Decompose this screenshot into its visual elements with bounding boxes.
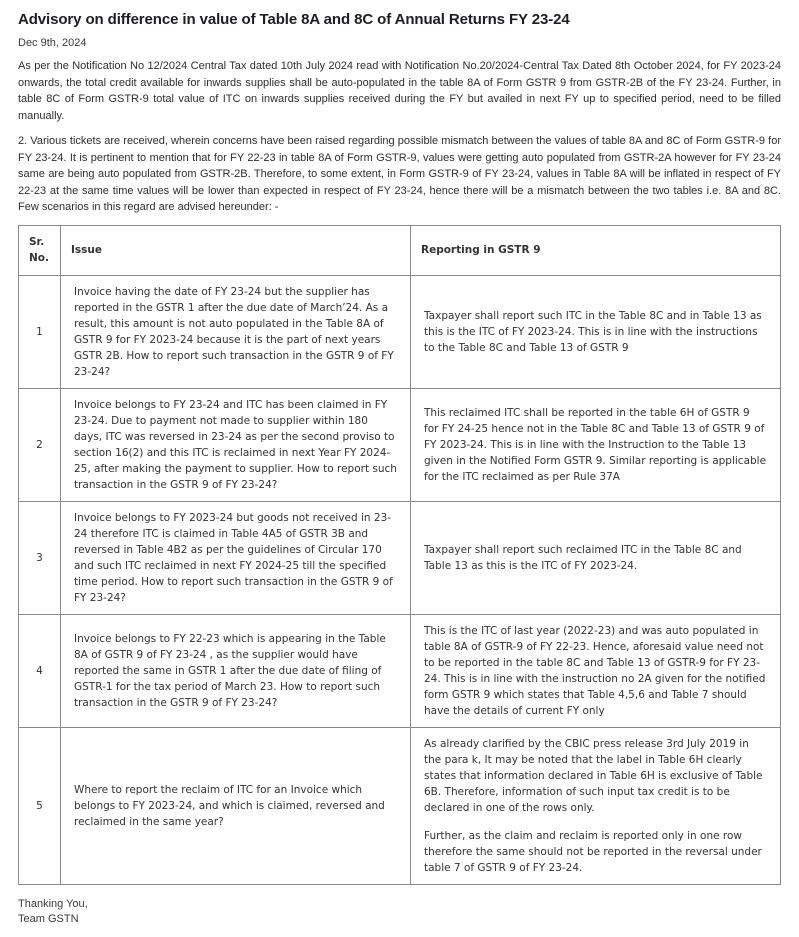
reporting-text: Taxpayer shall report such reclaimed ITC in the Table 8C and Table 13 as this is the ITC of FY 2023-24. — [424, 543, 742, 572]
scenarios-paragraph: 2. Various tickets are received, wherein concerns have been raised regarding possible mismatch between the values of table 8A and 8C of Form GSTR-9 for FY 23-24. It is pertinent to mention that for FY 22-23 in table 8A of Form GSTR-9, values were getting auto populated from GSTR-2A however for FY 23-24 same are being auto populated from GSTR-2B. Therefore, to some extent, in Form GSTR-9 of FY 23-24, values in Table 8A will be inflated in respect of FY 22-23 at the same time values will be lower than expected in respect of FY 23-24, hence there will be a mismatch between the two tables i.e. 8A and 8C. Few scenarios in this regard are advised hereunder: - — [18, 135, 781, 213]
issue-cell — [61, 501, 411, 614]
sr-no-cell: 4 — [19, 614, 61, 727]
table-row-1 — [19, 275, 781, 388]
issue-cell — [61, 614, 411, 727]
intro-paragraph: As per the Notification No 12/2024 Central Tax dated 10th July 2024 read with Notification No.20/2024-Central Tax Dated 8th October 2024, for FY 2023-24 onwards, the total credit available for inwards supplies shall be auto-populated in the table 8A of Form GSTR 9 from GSTR-2B of the FY 23-24. Further, in table 8C of Form GSTR-9 total value of ITC on inwards supplies received during the FY but availed in next FY up to specified period, need to be filled manually. — [18, 60, 781, 122]
sr-no-cell: 3 — [19, 501, 61, 614]
reporting-text: Further, as the claim and reclaim is reported only in one row therefore the same should not be reported in the reversal under table 7 of GSTR 9 of FY 23-24. — [424, 829, 762, 874]
table-row-3 — [19, 501, 781, 614]
closing-team: Team GSTN — [18, 912, 79, 925]
issue-text: Invoice belongs to FY 22-23 which is appearing in the Table 8A of GSTR 9 of FY 23-24 , as the supplier would have reported the same in GSTR 1 after the due date of filing of GSTR-1 for the tax period of March 23. How to report such transaction in the GSTR 9 of FY 23-24? — [74, 632, 386, 709]
reporting-text: This is the ITC of last year (2022-23) and was auto populated in table 8A of GSTR-9 of FY 22-23. Hence, aforesaid value need not to be reported in the table 8C and Table 13 of GSTR-9 for FY 23-24. This is in line with the instruction no 2A given for the notified form GSTR 9 which states that Table 4,5,6 and Table 7 should have the details of current FY only — [424, 624, 766, 717]
table-row-5 — [19, 727, 781, 884]
sr-no-cell: 2 — [19, 388, 61, 501]
reporting-cell — [411, 614, 781, 727]
advisory-table — [18, 225, 781, 885]
table-row-2 — [19, 388, 781, 501]
sr-no-cell: 5 — [19, 727, 61, 884]
issue-text: Where to report the reclaim of ITC for an Invoice which belongs to FY 2023-24, and which is claimed, reversed and reclaimed in the same year? — [74, 783, 385, 828]
issue-cell — [61, 388, 411, 501]
issue-text: Invoice having the date of FY 23-24 but the supplier has reported in the GSTR 1 after the due date of March’24. As a result, this amount is not auto populated in the Table 8A of GSTR 9 for FY 2023-24 because it is the part of next years GSTR 2B. How to report such transaction in the GSTR 9 of FY 23-24? — [74, 285, 394, 378]
page-title: Advisory on difference in value of Table 8A and 8C of Annual Returns FY 23-24 — [18, 11, 570, 28]
reporting-text: As already clarified by the CBIC press release 3rd July 2019 in the para k, It may be noted that the label in Table 6H clearly states that information declared in Table 6H is exclusive of Table 6B. Therefore, information of such input tax credit is to be declared in one of the rows only. — [424, 737, 763, 814]
table-row-4 — [19, 614, 781, 727]
table-header-issue: Issue — [61, 225, 411, 275]
reporting-text: Taxpayer shall report such ITC in the Table 8C and in Table 13 as this is the ITC of FY 2023-24. This is in line with the instructions to the Table 8C and Table 13 of GSTR 9 — [424, 309, 762, 354]
reporting-cell — [411, 501, 781, 614]
issue-cell — [61, 275, 411, 388]
reporting-text: This reclaimed ITC shall be reported in the table 6H of GSTR 9 for FY 24-25 hence not in the Table 8C and Table 13 of GSTR 9 of FY 2023-24. This is in line with the Instruction to the Table 13 given in the Notified Form GSTR 9. Similar reporting is applicable for the ITC reclaimed as per Rule 37A — [424, 406, 767, 483]
closing-thanks: Thanking You, — [18, 897, 88, 910]
reporting-cell — [411, 275, 781, 388]
table-header-reporting: Reporting in GSTR 9 — [411, 225, 781, 275]
document-date: Dec 9th, 2024 — [18, 37, 87, 49]
table-header-row — [19, 225, 781, 275]
issue-text: Invoice belongs to FY 23-24 and ITC has been claimed in FY 23-24. Due to payment not made to supplier within 180 days, ITC was reversed in 23-24 as per the second proviso to section 16(2) and this ITC is reclaimed in next Year FY 2024-25, after making the payment to supplier. How to report such transaction in the GSTR 9 of FY 23-24? — [74, 398, 397, 491]
table-header-sr-no: Sr. No. — [19, 225, 61, 275]
reporting-cell — [411, 388, 781, 501]
issue-text: Invoice belongs to FY 2023-24 but goods not received in 23-24 therefore ITC is claimed in Table 4A5 of GSTR 3B and reversed in Table 4B2 as per the guidelines of Circular 170 and such ITC reclaimed in next FY 2024-25 till the specified time period. How to report such transaction in the GSTR 9 of FY 23-24? — [74, 511, 393, 604]
sr-no-cell: 1 — [19, 275, 61, 388]
issue-cell — [61, 727, 411, 884]
closing-block — [18, 897, 781, 927]
reporting-cell — [411, 727, 781, 884]
